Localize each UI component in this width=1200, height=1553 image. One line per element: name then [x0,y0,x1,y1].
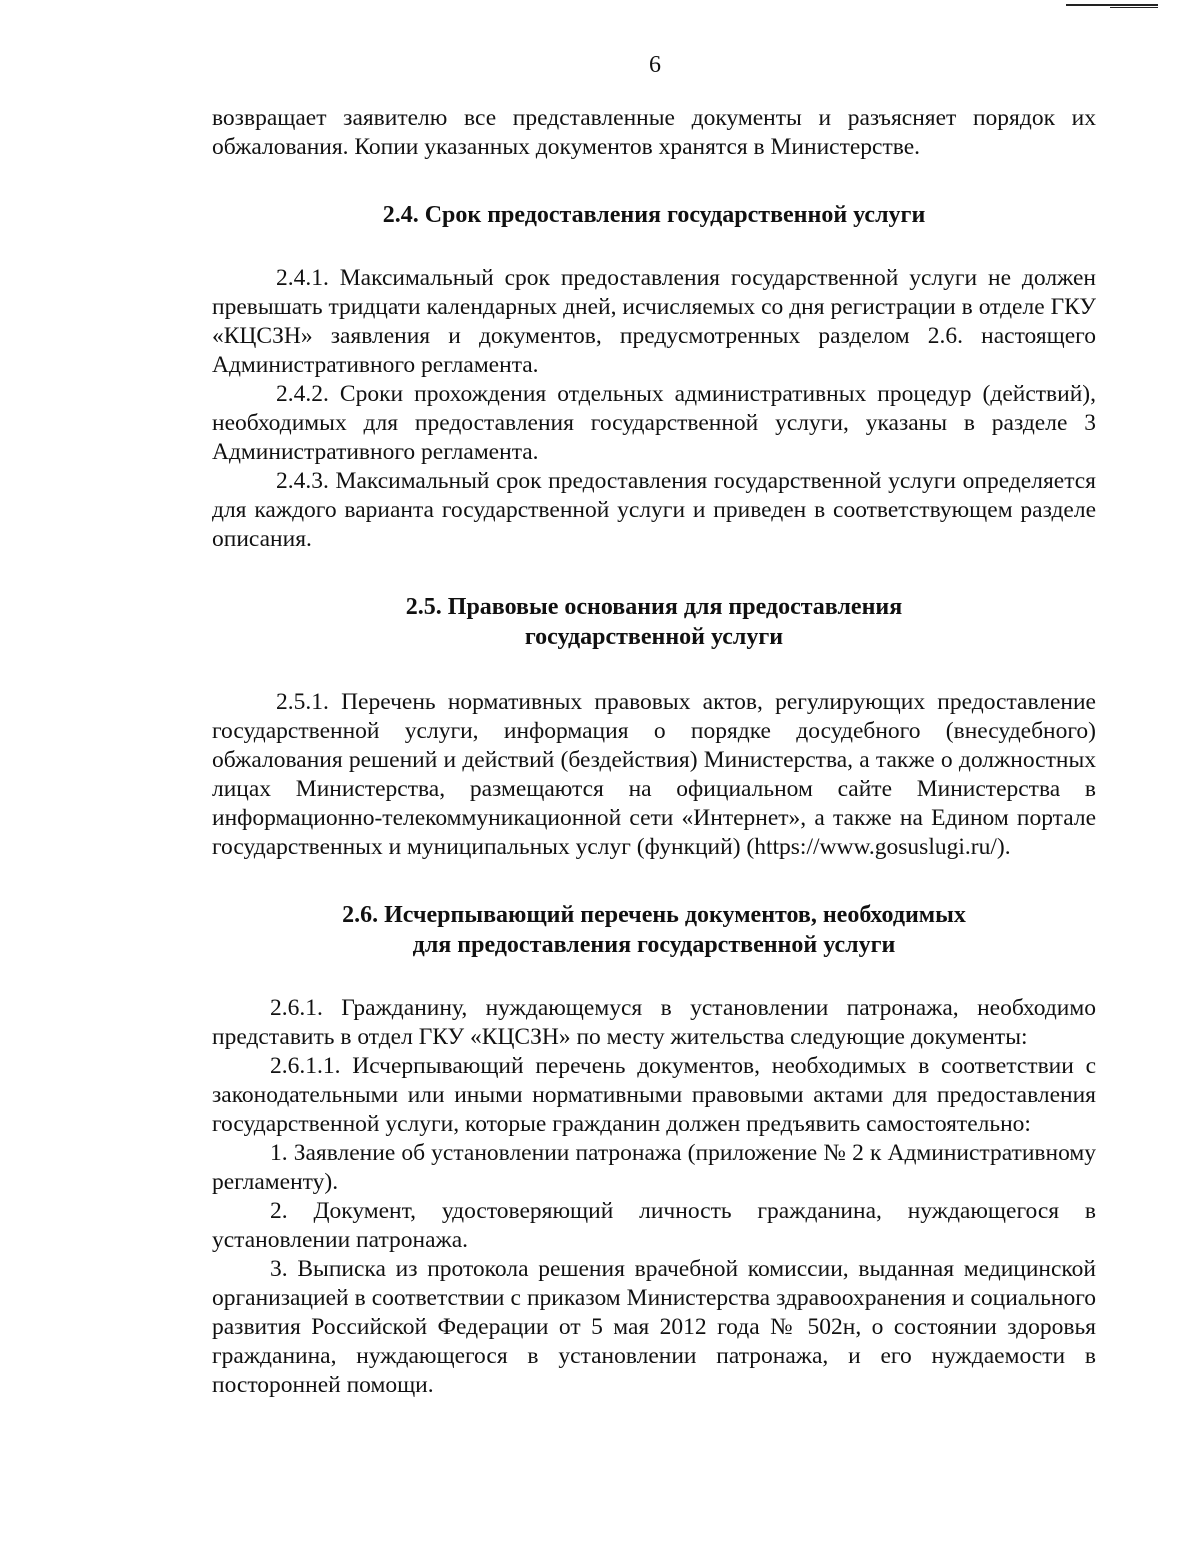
list-item-3: 3. Выписка из протокола решения врачебной комиссии, выданная медицинской организацией в соответствии с приказом Министерства здравоохранения и социального развития Российской Федерации от 5 мая 2012 года № 502н, о состоянии здоровья гражданина, нуждающегося в установлении патронажа, и его нуждаемости в посторонней помощи. [212,1256,1096,1398]
paragraph-2-5-1: 2.5.1. Перечень нормативных правовых актов, регулирующих предоставление государственной услуги, информация о порядке досудебного (внесудебного) обжалования решений и действий (бездействия) Министерства, а также о должностных лицах Министерства, размещаются на официальном сайте Министерства в информационно-телекоммуникационной сети «Интернет», а также на Едином портале государственных и муниципальных услуг (функций) (https://www.gosuslugi.ru/). [212,689,1096,860]
paragraph-2-4-1: 2.4.1. Максимальный срок предоставления государственной услуги не должен превышать тридцати календарных дней, исчисляемых со дня регистрации в отделе ГКУ «КЦСЗН» заявления и документов, предусмотренных разделом 2.6. настоящего Административного регламента. [212,265,1096,378]
page-number: 6 [649,52,661,78]
scan-edge-mark [1110,7,1158,8]
section-heading-2-4 [212,200,1096,230]
section-heading-2-5-line1: 2.5. Правовые основания для предоставления [405,594,903,620]
section-heading-2-5-line2: государственной услуги [524,624,784,650]
list-item-1: 1. Заявление об установлении патронажа (приложение № 2 к Административному регламенту). [212,1140,1096,1195]
section-heading-2-4-text: 2.4. Срок предоставления государственной услуги [382,202,926,228]
section-heading-2-6 [212,900,1096,960]
list-item-2: 2. Документ, удостоверяющий личность гражданина, нуждающегося в установлении патронажа. [212,1198,1096,1253]
paragraph-2-4-3: 2.4.3. Максимальный срок предоставления государственной услуги определяется для каждого варианта государственной услуги и приведен в соответствующем разделе описания. [212,468,1096,552]
paragraph-2-4-2: 2.4.2. Сроки прохождения отдельных административных процедур (действий), необходимых для предоставления государственной услуги, указаны в разделе 3 Административного регламента. [212,381,1096,465]
section-heading-2-6-line2: для предоставления государственной услуги [412,932,896,958]
section-heading-2-5 [212,592,1096,652]
paragraph-2-6-1: 2.6.1. Гражданину, нуждающемуся в установлении патронажа, необходимо представить в отдел ГКУ «КЦСЗН» по месту жительства следующие документы: [212,995,1096,1050]
scan-edge-mark [1066,4,1158,6]
paragraph-2-6-1-1: 2.6.1.1. Исчерпывающий перечень документов, необходимых в соответствии с законодательными или иными нормативными правовыми актами для предоставления государственной услуги, которые гражданин должен предъявить самостоятельно: [212,1053,1096,1137]
intro-paragraph: возвращает заявителю все представленные документы и разъясняет порядок их обжалования. Копии указанных документов хранятся в Министерстве. [212,105,1096,160]
document-body [212,104,1096,1400]
section-heading-2-6-line1: 2.6. Исчерпывающий перечень документов, необходимых [342,902,966,928]
